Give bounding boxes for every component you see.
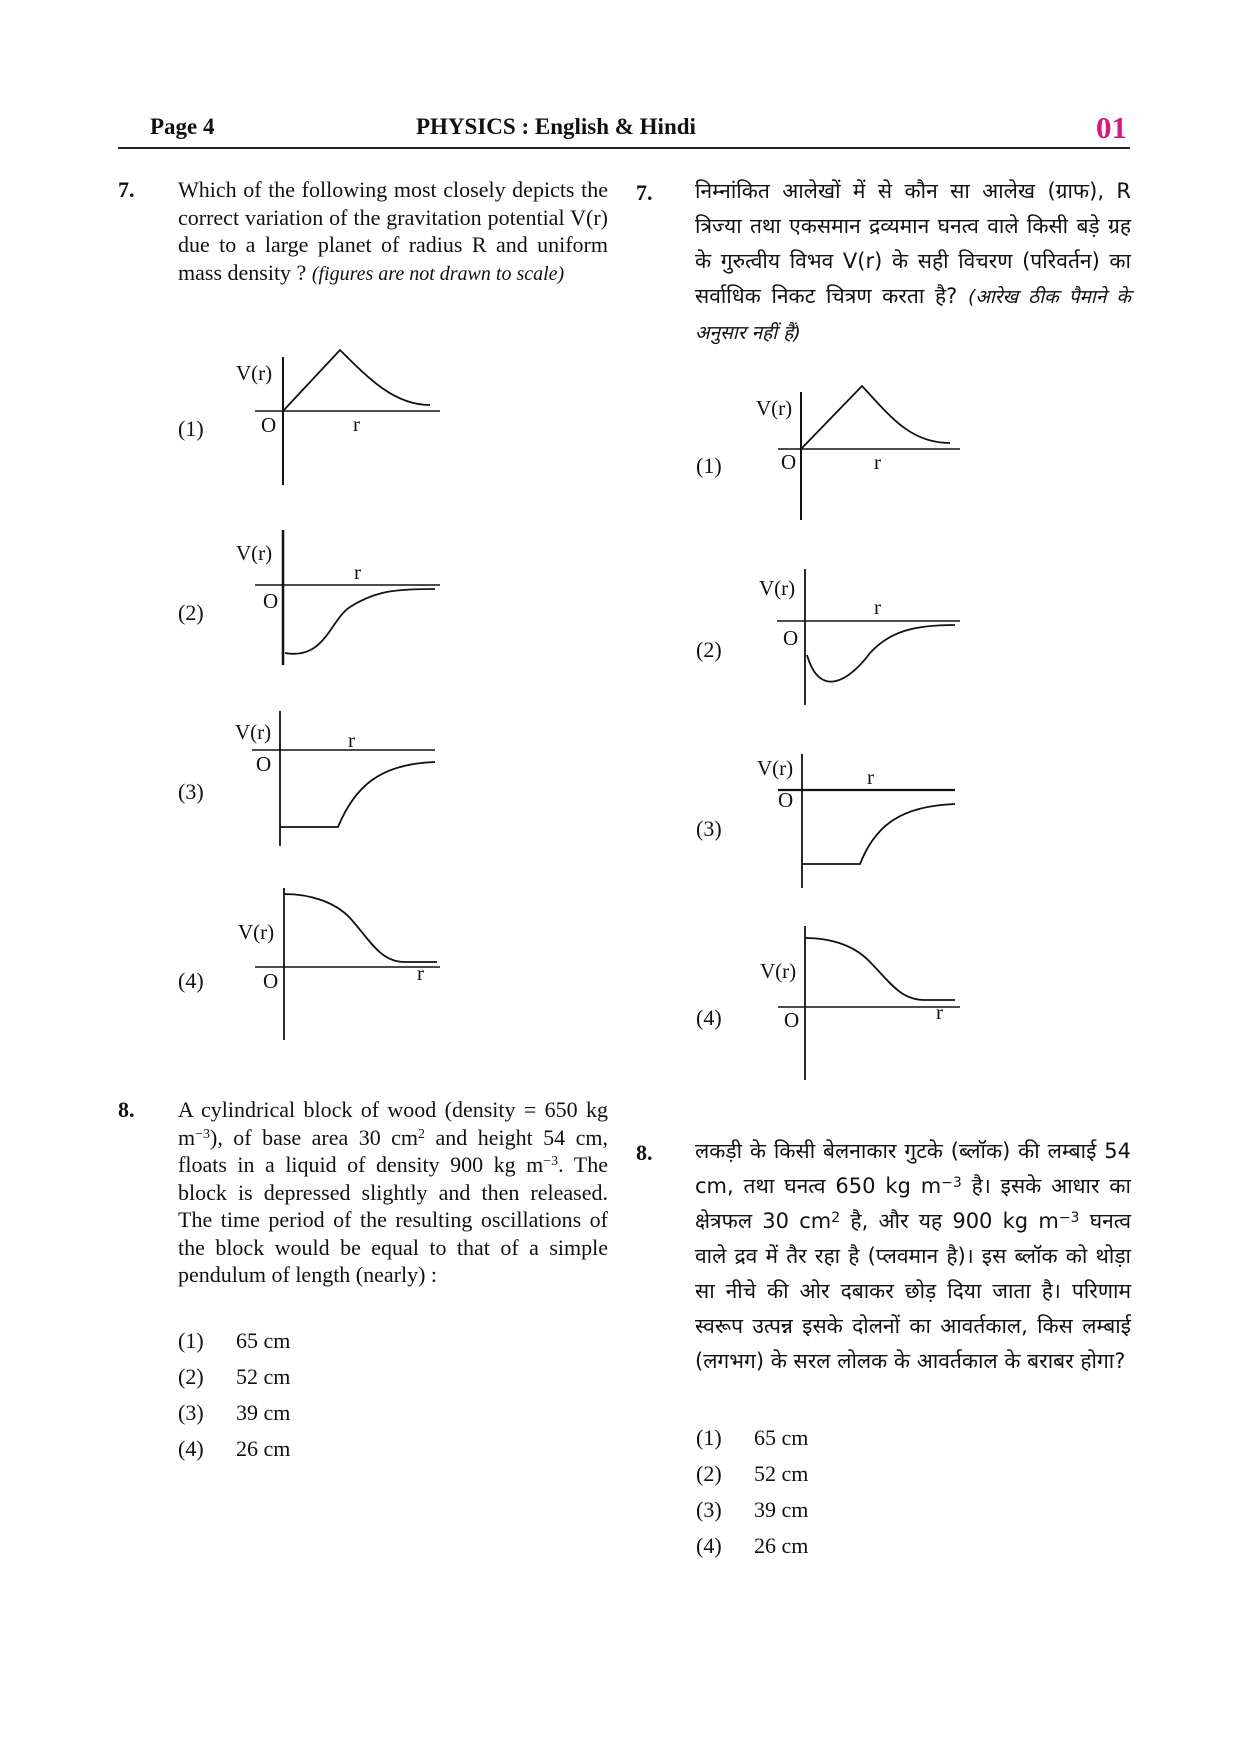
graph-v-label: V(r) xyxy=(236,361,273,385)
graph-r-label: r xyxy=(353,412,360,436)
option-value: 52 cm xyxy=(754,1461,809,1486)
question-7-text-en xyxy=(178,176,608,288)
q7-option-1-label-hi[interactable]: (1) xyxy=(696,453,722,478)
graph-v-label: V(r) xyxy=(236,541,273,565)
q8-hi-sup-a: −3 xyxy=(941,1175,962,1191)
page-header xyxy=(0,110,1240,146)
graph-v-label: V(r) xyxy=(238,920,275,944)
q8-hi-sup-c: −3 xyxy=(1058,1210,1080,1226)
option-number: (2) xyxy=(178,1364,204,1389)
question-7-text-hi xyxy=(695,174,1131,351)
option-number: (2) xyxy=(696,1461,722,1486)
potential-curve xyxy=(285,589,435,654)
q8-hi-sup-b: 2 xyxy=(831,1210,841,1226)
header-rule xyxy=(118,147,1130,149)
q8-en-sup-c: −3 xyxy=(543,1154,559,1169)
q7-option-2-graph-hi xyxy=(750,565,970,705)
graph-r-label: r xyxy=(874,595,881,619)
q7-option-1-graph-en xyxy=(230,345,450,485)
potential-curve xyxy=(280,762,435,827)
graph-r-label: r xyxy=(874,450,881,474)
q7-option-3-label-en[interactable]: (3) xyxy=(178,779,204,804)
graph-origin-label: O xyxy=(784,1008,800,1032)
question-8-number-hi: 8. xyxy=(636,1140,653,1165)
graph-r-label: r xyxy=(936,1000,943,1024)
graph-origin-label: O xyxy=(778,788,794,812)
q8-en-part-c: and height 54 cm, floats in a liquid of density 900 kg m xyxy=(178,1124,608,1177)
graph-v-label: V(r) xyxy=(235,720,272,744)
potential-curve xyxy=(283,350,430,411)
graph-origin-label: O xyxy=(783,626,799,650)
graph-r-label: r xyxy=(348,728,355,752)
question-7-note-en: (figures are not drawn to scale) xyxy=(311,262,565,285)
q7-option-4-graph-hi xyxy=(750,920,970,1080)
option-value: 26 cm xyxy=(754,1533,809,1558)
q7-option-1-graph-hi xyxy=(750,380,970,520)
graph-v-label: V(r) xyxy=(756,396,793,420)
potential-curve xyxy=(802,804,955,864)
option-value: 26 cm xyxy=(236,1436,291,1461)
question-7-body-en: Which of the following most closely depicts the correct variation of the gravitation potential V(r) due to a large planet of radius R and uniform mass density ? xyxy=(178,177,608,285)
q7-option-3-graph-hi xyxy=(750,748,970,888)
question-7-number-en: 7. xyxy=(118,177,135,202)
option-number: (3) xyxy=(696,1497,722,1522)
graph-r-label: r xyxy=(354,560,361,584)
question-7-number-hi: 7. xyxy=(636,180,653,205)
graph-origin-label: O xyxy=(263,589,279,613)
graph-r-label: r xyxy=(417,961,424,985)
q7-option-2-label-hi[interactable]: (2) xyxy=(696,637,722,662)
paper-code: 01 xyxy=(1096,110,1127,145)
q8-en-part-b: ), of base area 30 cm xyxy=(210,1124,419,1150)
graph-r-label: r xyxy=(867,765,874,789)
option-value: 52 cm xyxy=(236,1364,291,1389)
option-number: (4) xyxy=(178,1436,204,1461)
question-7-note-hi: (आरेख ठीक पैमाने के अनुसार नहीं हैं) xyxy=(695,286,1131,344)
graph-origin-label: O xyxy=(263,969,279,993)
q7-option-4-graph-en xyxy=(230,880,450,1040)
question-8-text-en xyxy=(178,1096,608,1289)
page-number: Page 4 xyxy=(150,114,215,139)
option-value: 65 cm xyxy=(236,1328,291,1353)
graph-decreasing-svg xyxy=(230,880,450,1040)
q7-option-1-label-en[interactable]: (1) xyxy=(178,416,204,441)
option-number: (1) xyxy=(178,1328,204,1353)
q7-option-4-label-en[interactable]: (4) xyxy=(178,968,204,993)
option-value: 39 cm xyxy=(754,1497,809,1522)
q8-en-sup-a: −3 xyxy=(195,1126,211,1142)
q7-option-3-graph-en xyxy=(230,706,450,846)
graph-origin-label: O xyxy=(261,413,277,437)
question-8-number-en: 8. xyxy=(118,1097,135,1122)
graph-v-label: V(r) xyxy=(760,959,797,983)
q8-en-part-a: A cylindrical block of wood (density = 650 kg m xyxy=(178,1097,608,1150)
q7-option-3-label-hi[interactable]: (3) xyxy=(696,816,722,841)
option-number: (3) xyxy=(178,1400,204,1425)
q8-hi-part-b: है। इसके आधार का क्षेत्रफल 30 cm xyxy=(695,1174,1131,1233)
question-8-text-hi xyxy=(695,1134,1131,1379)
q8-hi-part-c: है, और यह 900 kg m xyxy=(840,1209,1059,1233)
potential-curve xyxy=(801,386,950,449)
q8-hi-part-a: लकड़ी के किसी बेलनाकार गुटके (ब्लॉक) की लम्बाई 54 cm, तथा घनत्व 650 kg m xyxy=(695,1139,1131,1198)
q7-option-2-graph-en xyxy=(230,525,450,665)
q8-en-sup-b: 2 xyxy=(418,1126,426,1142)
potential-curve xyxy=(807,625,955,682)
q7-option-4-label-hi[interactable]: (4) xyxy=(696,1005,722,1030)
graph-origin-label: O xyxy=(781,450,797,474)
q7-option-2-label-en[interactable]: (2) xyxy=(178,600,204,625)
question-7-body-hi: निम्नांकित आलेखों में से कौन सा आलेख (ग्राफ), R त्रिज्या तथा एकसमान द्रव्यमान घनत्व वाले किसी बड़े ग्रह के गुरुत्वीय विभव V(r) के सही विचरण (परिवर्तन) का सर्वाधिक निकट चित्रण करता है? xyxy=(695,179,1131,308)
option-number: (1) xyxy=(696,1425,722,1450)
option-value: 39 cm xyxy=(236,1400,291,1425)
graph-v-label: V(r) xyxy=(757,756,794,780)
graph-v-label: V(r) xyxy=(759,576,796,600)
potential-curve xyxy=(805,938,955,1000)
q8-en-part-d: . The block is depressed slightly and then released. The time period of the resulting oscillations of the block would be equal to that of a simple pendulum of length (nearly) : xyxy=(178,1152,608,1287)
option-value: 65 cm xyxy=(754,1425,809,1450)
graph-origin-label: O xyxy=(256,752,272,776)
paper-title: PHYSICS : English & Hindi xyxy=(416,114,696,139)
potential-curve xyxy=(284,894,437,962)
option-number: (4) xyxy=(696,1533,722,1558)
q8-hi-part-d: घनत्व वाले द्रव में तैर रहा है (प्लवमान है)। इस ब्लॉक को थोड़ा सा नीचे की ओर दबाकर छोड़ दिया जाता है। परिणाम स्वरूप उत्पन्न इसके दोलनों का आवर्तकाल, किस लम्बाई (लगभग) के सरल लोलक के आवर्तकाल के बराबर होगा? xyxy=(695,1209,1132,1373)
